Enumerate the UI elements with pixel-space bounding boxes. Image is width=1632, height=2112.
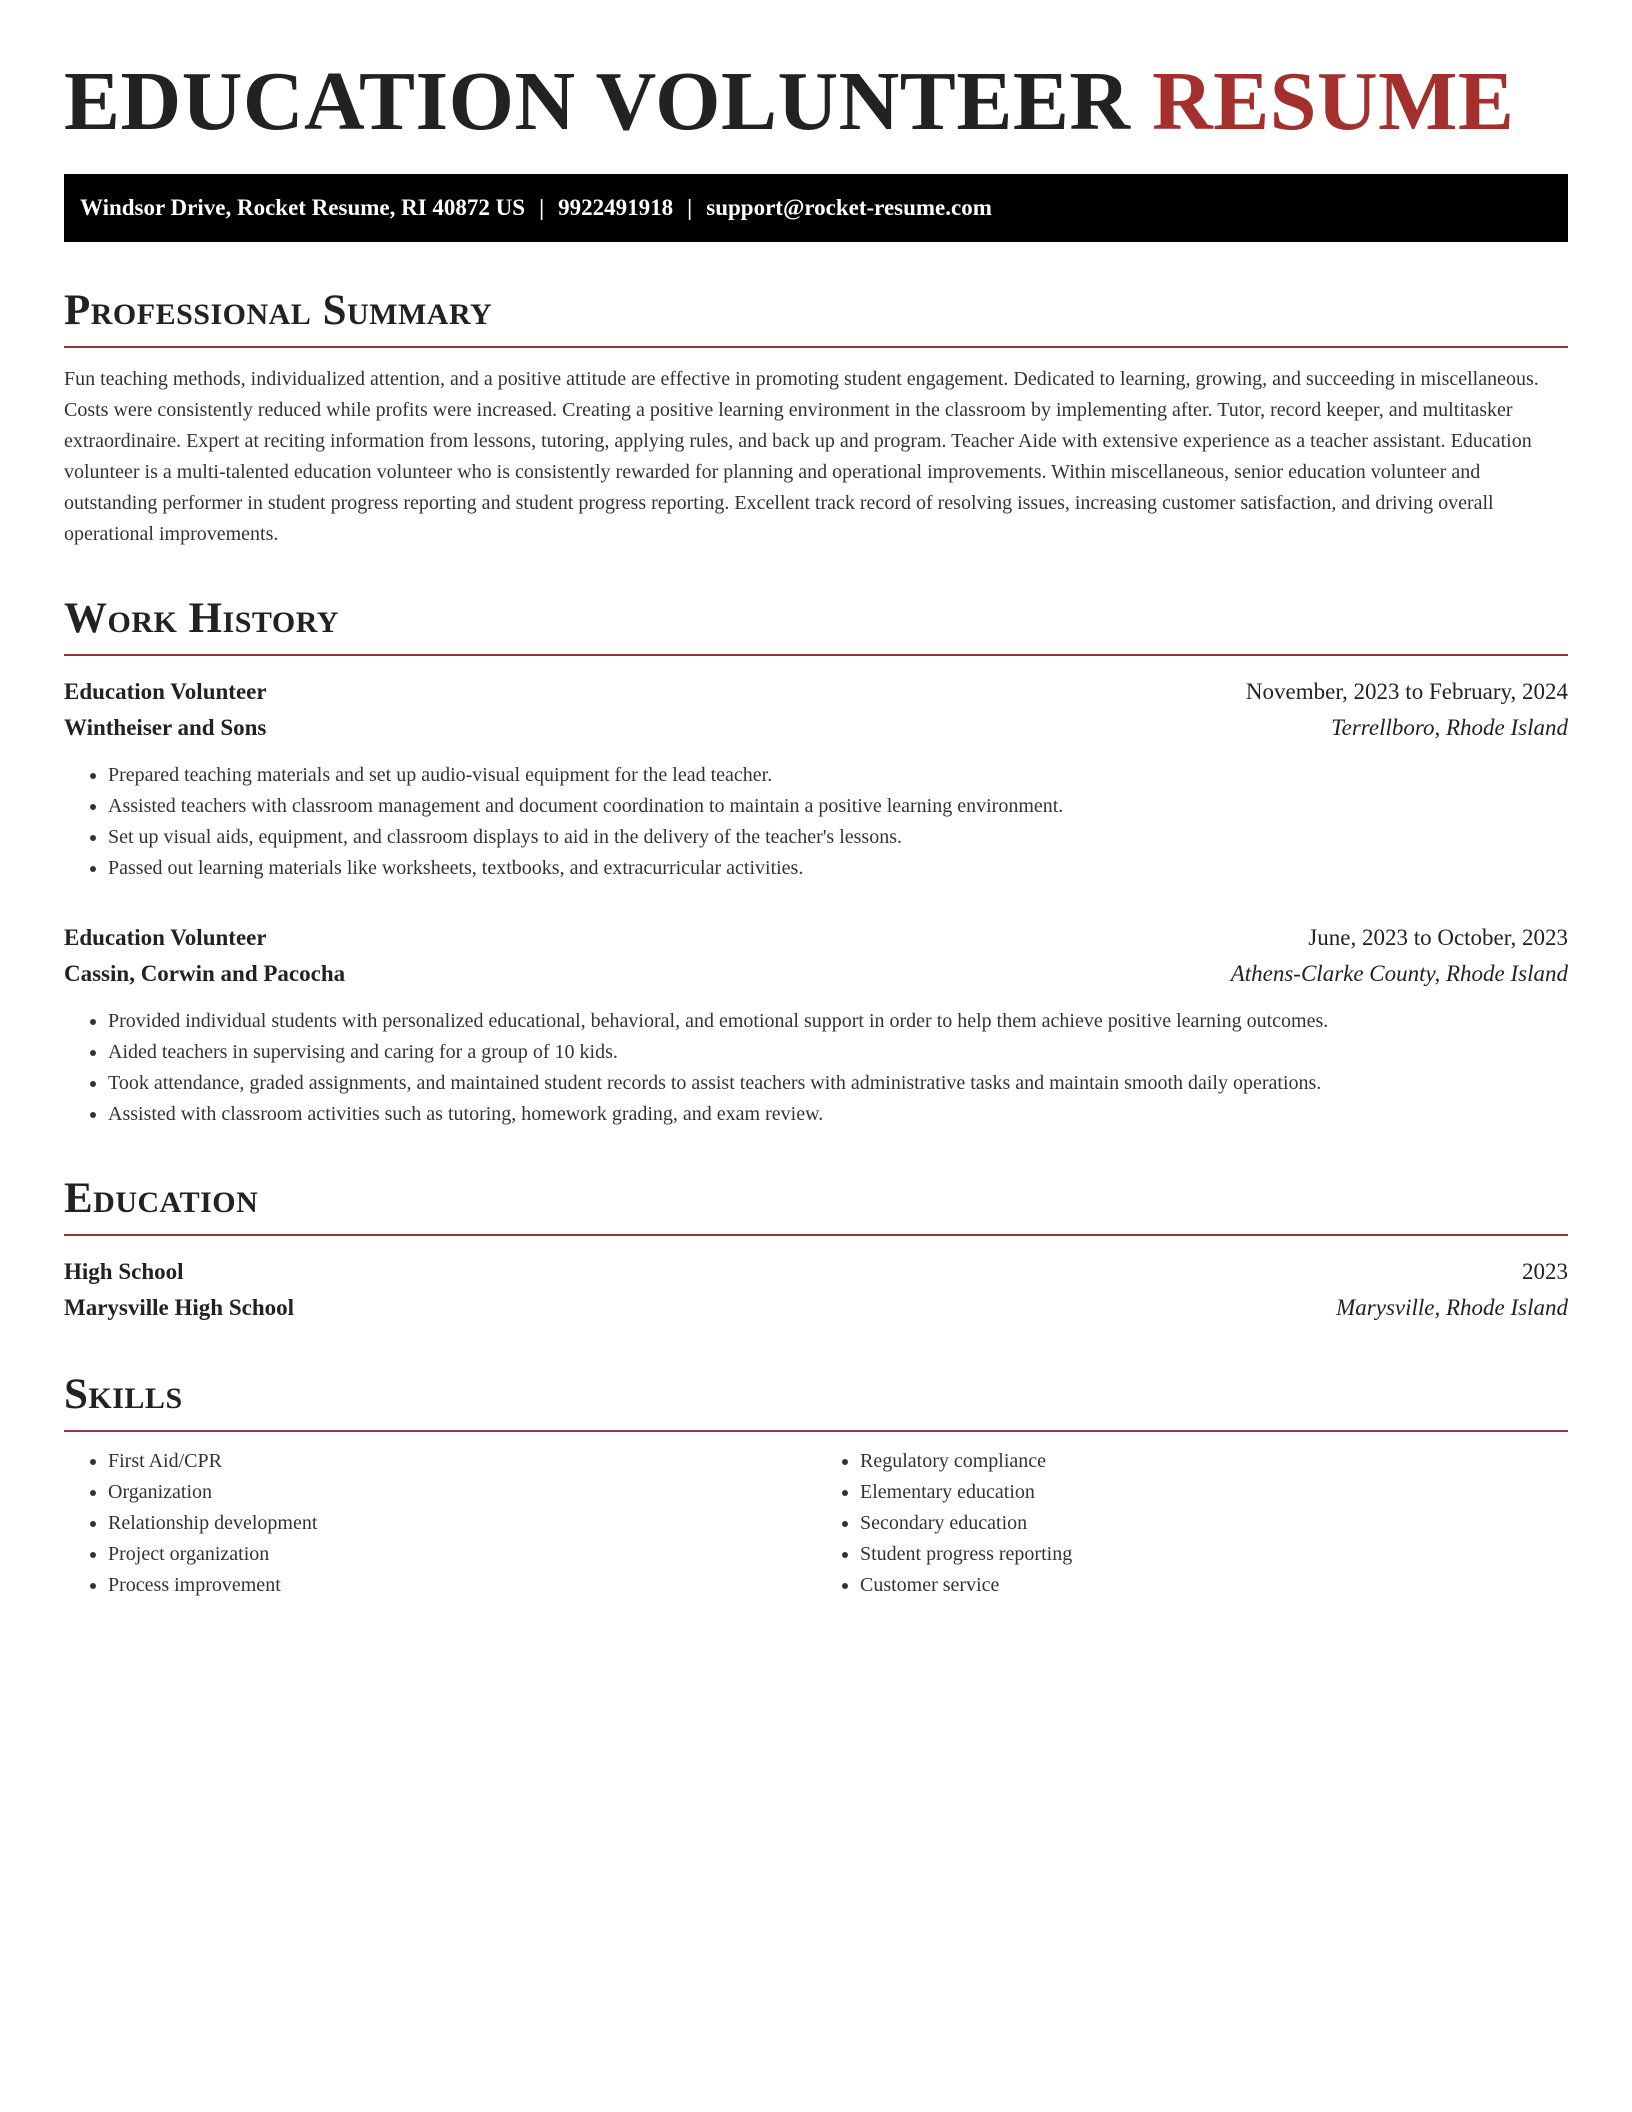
section-divider (64, 1430, 1568, 1432)
summary-section (64, 286, 1568, 550)
list-item: • Student progress reporting (860, 1539, 1568, 1570)
list-item: • Secondary education (860, 1508, 1568, 1539)
list-item: • Aided teachers in supervising and caring for a group of 10 kids. (108, 1037, 1568, 1068)
job-dates: November, 2023 to February, 2024 (1245, 679, 1568, 704)
list-item: • Assisted with classroom activities such as tutoring, homework grading, and exam review. (108, 1099, 1568, 1130)
work-history-section (64, 594, 1568, 1130)
education-heading: Education (64, 1175, 259, 1222)
contact-separator: | (539, 195, 545, 220)
job-entry (64, 920, 1568, 1130)
summary-heading: Professional Summary (64, 287, 493, 334)
job-entry (64, 674, 1568, 884)
list-item: • Customer service (860, 1570, 1568, 1601)
list-item: • Took attendance, graded assignments, and maintained student records to assist teachers with administrative tasks and maintain smooth daily operations. (108, 1068, 1568, 1099)
job-duties-list (64, 1006, 1568, 1130)
list-item: • Provided individual students with personalized educational, behavioral, and emotional support in order to help them achieve positive learning outcomes. (108, 1006, 1568, 1037)
summary-text: Fun teaching methods, individualized attention, and a positive attitude are effective in promoting student engagement. Dedicated to learning, growing, and succeeding in miscellaneous. Costs were consistently reduced while profits were increased. Creating a positive learning environment in the classroom by implementing after. Tutor, record keeper, and multitasker extraordinaire. Expert at reciting information from lessons, tutoring, applying rules, and back up and program. Teacher Aide with extensive experience as a teacher assistant. Education volunteer is a multi-talented education volunteer who is consistently rewarded for planning and operational improvements. Within miscellaneous, senior education volunteer and outstanding performer in student progress reporting and student progress reporting. Excellent track record of resolving issues, increasing customer satisfaction, and driving overall operational improvements. (64, 368, 1539, 545)
section-divider (64, 346, 1568, 348)
list-item: • Process improvement (108, 1570, 816, 1601)
skills-list-left (64, 1446, 816, 1601)
job-duties-list (64, 760, 1568, 884)
contact-address: Windsor Drive, Rocket Resume, RI 40872 US (80, 195, 526, 220)
list-item: • Elementary education (860, 1477, 1568, 1508)
job-location: Terrellboro, Rhode Island (1330, 715, 1568, 740)
contact-email: support@rocket-resume.com (706, 195, 992, 220)
job-company-row (64, 956, 1568, 992)
education-header-row (64, 1254, 1568, 1290)
job-company: Cassin, Corwin and Pacocha (64, 961, 346, 986)
list-item: • Set up visual aids, equipment, and classroom displays to aid in the delivery of the teacher's lessons. (108, 822, 1568, 853)
education-school: Marysville High School (64, 1295, 294, 1320)
education-section (64, 1174, 1568, 1326)
job-title: Education Volunteer (64, 679, 267, 704)
job-title: Education Volunteer (64, 925, 267, 950)
education-location: Marysville, Rhode Island (1336, 1295, 1568, 1320)
job-header-row (64, 920, 1568, 956)
skills-section (64, 1370, 1568, 1601)
education-year: 2023 (1522, 1259, 1568, 1284)
list-item: • Passed out learning materials like worksheets, textbooks, and extracurricular activities. (108, 853, 1568, 884)
list-item: • First Aid/CPR (108, 1446, 816, 1477)
job-company: Wintheiser and Sons (64, 715, 267, 740)
education-degree: High School (64, 1259, 184, 1284)
list-item: • Regulatory compliance (860, 1446, 1568, 1477)
title-main: EDUCATION VOLUNTEER (64, 55, 1131, 148)
education-entry (64, 1254, 1568, 1326)
job-location: Athens-Clarke County, Rhode Island (1230, 961, 1568, 986)
education-school-row (64, 1290, 1568, 1326)
contact-bar (64, 174, 1568, 242)
resume-title (64, 52, 1568, 152)
skills-heading: Skills (64, 1371, 183, 1418)
contact-phone: 9922491918 (558, 195, 674, 220)
list-item: • Organization (108, 1477, 816, 1508)
job-company-row (64, 710, 1568, 746)
title-accent: RESUME (1152, 55, 1515, 148)
list-item: • Relationship development (108, 1508, 816, 1539)
list-item: • Assisted teachers with classroom management and document coordination to maintain a positive learning environment. (108, 791, 1568, 822)
skills-list-right (816, 1446, 1568, 1601)
job-dates: June, 2023 to October, 2023 (1308, 925, 1568, 950)
skills-grid (64, 1446, 1568, 1601)
section-divider (64, 1234, 1568, 1236)
list-item: • Project organization (108, 1539, 816, 1570)
contact-separator: | (687, 195, 693, 220)
work-history-heading: Work History (64, 595, 339, 642)
list-item: • Prepared teaching materials and set up audio-visual equipment for the lead teacher. (108, 760, 1568, 791)
job-header-row (64, 674, 1568, 710)
section-divider (64, 654, 1568, 656)
